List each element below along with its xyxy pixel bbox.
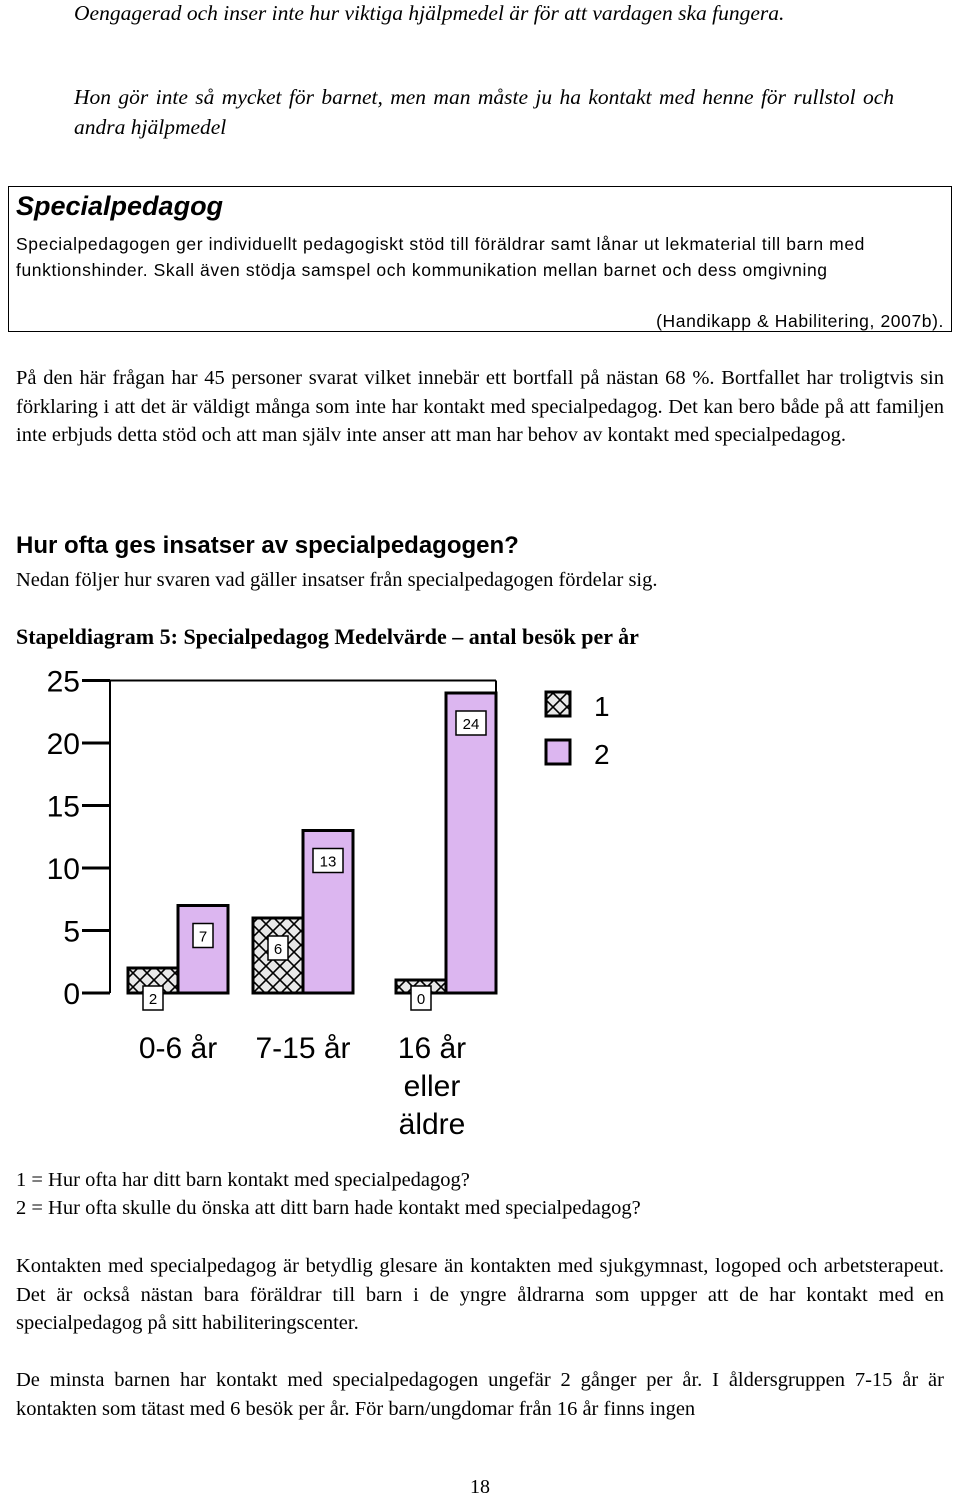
category-label: äldre: [398, 1108, 466, 1141]
x-axis-labels: [139, 1032, 466, 1141]
definition-text: Specialpedagogen ger individuellt pedagogiskt stöd till föräldrar samt lånar ut lekmaterial till barn med funktionshinder. Skall även stödja samspel och kommunikation mellan barnet och dess omgivning: [16, 234, 865, 280]
bars: [128, 693, 496, 993]
data-label: 24: [462, 716, 480, 733]
legend-label: 1: [594, 691, 610, 722]
page-number: 18: [470, 1476, 490, 1498]
legend-swatch: [546, 692, 570, 716]
legend-swatch: [546, 740, 570, 764]
data-label: 0: [416, 991, 426, 1008]
definition-citation: (Handikapp & Habilitering, 2007b).: [656, 311, 944, 331]
bar-series-2: [178, 906, 228, 994]
y-tick-label: 10: [46, 853, 80, 886]
bar-series-2: [446, 693, 496, 993]
chart-caption: Stapeldiagram 5: Specialpedagog Medelvärde – antal besök per år: [16, 624, 639, 649]
note-series-2: 2 = Hur ofta skulle du önska att ditt barn hade kontakt med specialpedagog?: [16, 1197, 641, 1219]
legend-label: 2: [594, 739, 610, 770]
category-label: 16 år: [397, 1032, 467, 1065]
legend: [546, 691, 610, 770]
category-label: 0-6 år: [138, 1032, 218, 1065]
definition-title: Specialpedagog: [16, 191, 224, 221]
y-tick-label: 25: [46, 665, 80, 699]
data-label: 13: [319, 853, 337, 871]
data-label: 7: [198, 928, 208, 946]
section-intro: Nedan följer hur svaren vad gäller insatser från specialpedagogen fördelar sig.: [16, 569, 658, 591]
y-tick-label: 5: [63, 915, 80, 949]
section-heading: Hur ofta ges insatser av specialpedagogen?: [16, 532, 519, 559]
category-label: 7-15 år: [255, 1032, 351, 1065]
bar-chart: [0, 650, 960, 1160]
data-label: 6: [273, 941, 283, 958]
y-tick-label: 15: [46, 790, 80, 824]
data-label: 2: [148, 991, 158, 1008]
contact-paragraph: Kontakten med specialpedagog är betydlig glesare än kontakten med sjukgymnast, logoped och arbetsterapeut. Det är också nästan bara föräldrar till barn i de yngre åldrarna som uppger att de har kontakt med en specialpedagog på sitt habiliteringscenter.: [16, 1255, 944, 1334]
response-paragraph: På den här frågan har 45 personer svarat vilket innebär ett bortfall på nästan 68 %. Bortfallet har troligtvis sin förklaring i att det är väldigt många som inte har kontakt med specialpedagog. Det kan bero både på att familjen inte erbjuds detta stöd och att man själv inte anser att man har behov av kontakt med specialpedagog.: [16, 367, 944, 446]
note-series-1: 1 = Hur ofta har ditt barn kontakt med specialpedagog?: [16, 1169, 470, 1191]
y-tick-label: 20: [46, 728, 80, 761]
youngest-paragraph: De minsta barnen har kontakt med specialpedagogen ungefär 2 gånger per år. I åldersgruppen 7-15 år är kontakten som tätast med 6 besök per år. För barn/ungdomar från 16 år finns ingen: [16, 1369, 944, 1420]
y-tick-label: 0: [63, 978, 80, 1011]
category-label: eller: [403, 1070, 461, 1103]
quote-line-2: Hon gör inte så mycket för barnet, men man måste ju ha kontakt med henne för rullstol och andra hjälpmedel: [74, 85, 894, 139]
quote-line-1: Oengagerad och inser inte hur viktiga hjälpmedel är för att vardagen ska fungera.: [74, 1, 785, 25]
